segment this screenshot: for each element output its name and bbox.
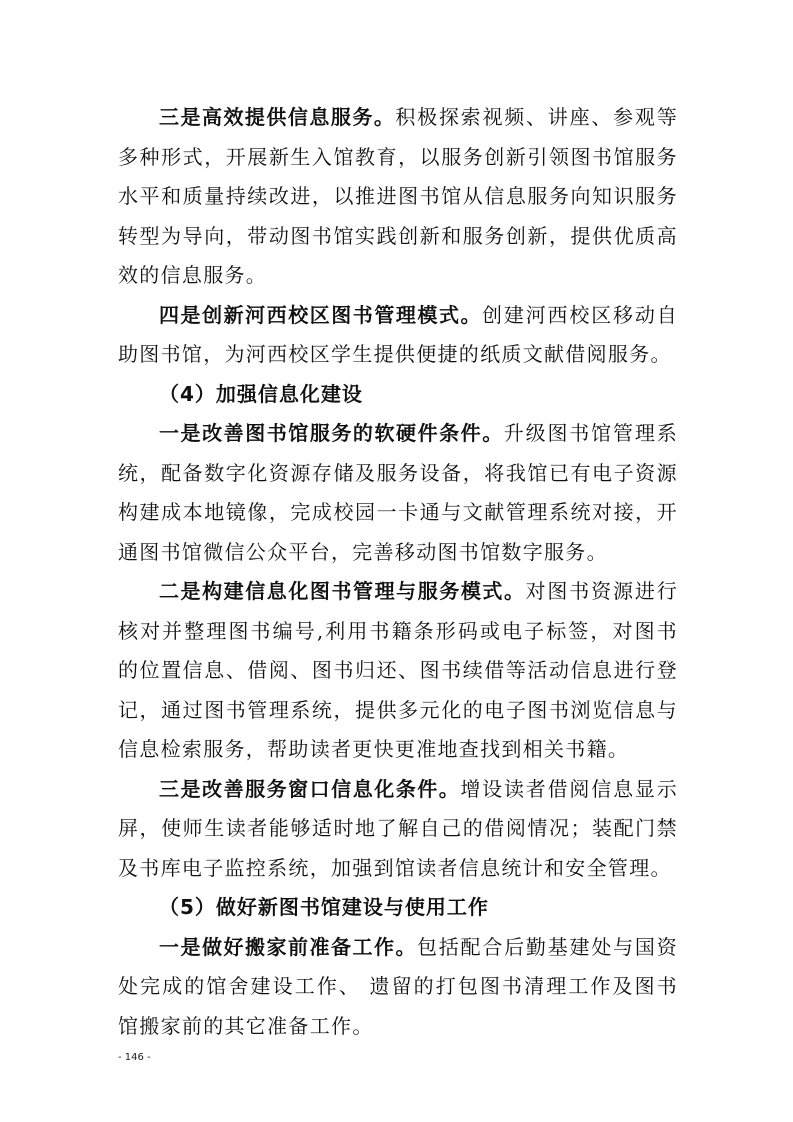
paragraph-lead: 一是做好搬家前准备工作。 — [159, 934, 417, 959]
paragraph-text: 升级图书馆管理系统，配备数字化资源存储及服务设备，将我馆已有电子资源构建成本地镜像，完成校园一卡通与文献管理系统对接，开通图书馆微信公众平台，完善移动图书馆数字服务。 — [118, 421, 678, 564]
paragraph — [118, 414, 678, 572]
paragraph-lead: 一是改善图书馆服务的软硬件条件。 — [159, 421, 504, 445]
paragraph — [118, 98, 678, 296]
paragraph-text: 包括配合后勤基建处与国资处完成的馆舍建设工作、 遗留的打包图书清理工作及图书馆搬家前的其它准备工作。 — [118, 934, 679, 1038]
paragraph — [118, 770, 678, 889]
paragraph — [118, 296, 678, 375]
paragraph-lead: 三是改善服务窗口信息化条件。 — [159, 776, 461, 801]
paragraph-text: 创建河西校区移动自助图书馆，为河西校区学生提供便捷的纸质文献借阅服务。 — [118, 302, 679, 366]
section-heading: （4）加强信息化建设 — [159, 381, 363, 406]
paragraph-lead: 三是高效提供信息服务。 — [159, 105, 396, 129]
section-heading: （5）做好新图书馆建设与使用工作 — [159, 895, 489, 919]
page-number: - 146 - — [118, 1052, 151, 1063]
body-text — [118, 98, 678, 1046]
paragraph — [118, 572, 678, 770]
paragraph-text: 增设读者借阅信息显示屏，使师生读者能够适时地了解自己的借阅情况；装配门禁及书库电子监控系统，加强到馆读者信息统计和安全管理。 — [118, 776, 679, 880]
paragraph — [118, 928, 678, 1047]
paragraph-text: 对图书资源进行核对并整理图书编号,利用书籍条形码或电子标签，对图书的位置信息、借阅、图书归还、图书续借等活动信息进行登记，通过图书管理系统，提供多元化的电子图书浏览信息与信息检索服务，帮助读者更快更准地查找到相关书籍。 — [118, 579, 678, 761]
paragraph-lead: 四是创新河西校区图书管理模式。 — [159, 302, 483, 327]
paragraph-text: 积极探索视频、讲座、参观等多种形式，开展新生入馆教育，以服务创新引领图书馆服务水平和质量持续改进，以推进图书馆从信息服务向知识服务转型为导向，带动图书馆实践创新和服务创新，提供优质高效的信息服务。 — [118, 105, 679, 287]
paragraph-lead: 二是构建信息化图书管理与服务模式。 — [159, 579, 526, 603]
